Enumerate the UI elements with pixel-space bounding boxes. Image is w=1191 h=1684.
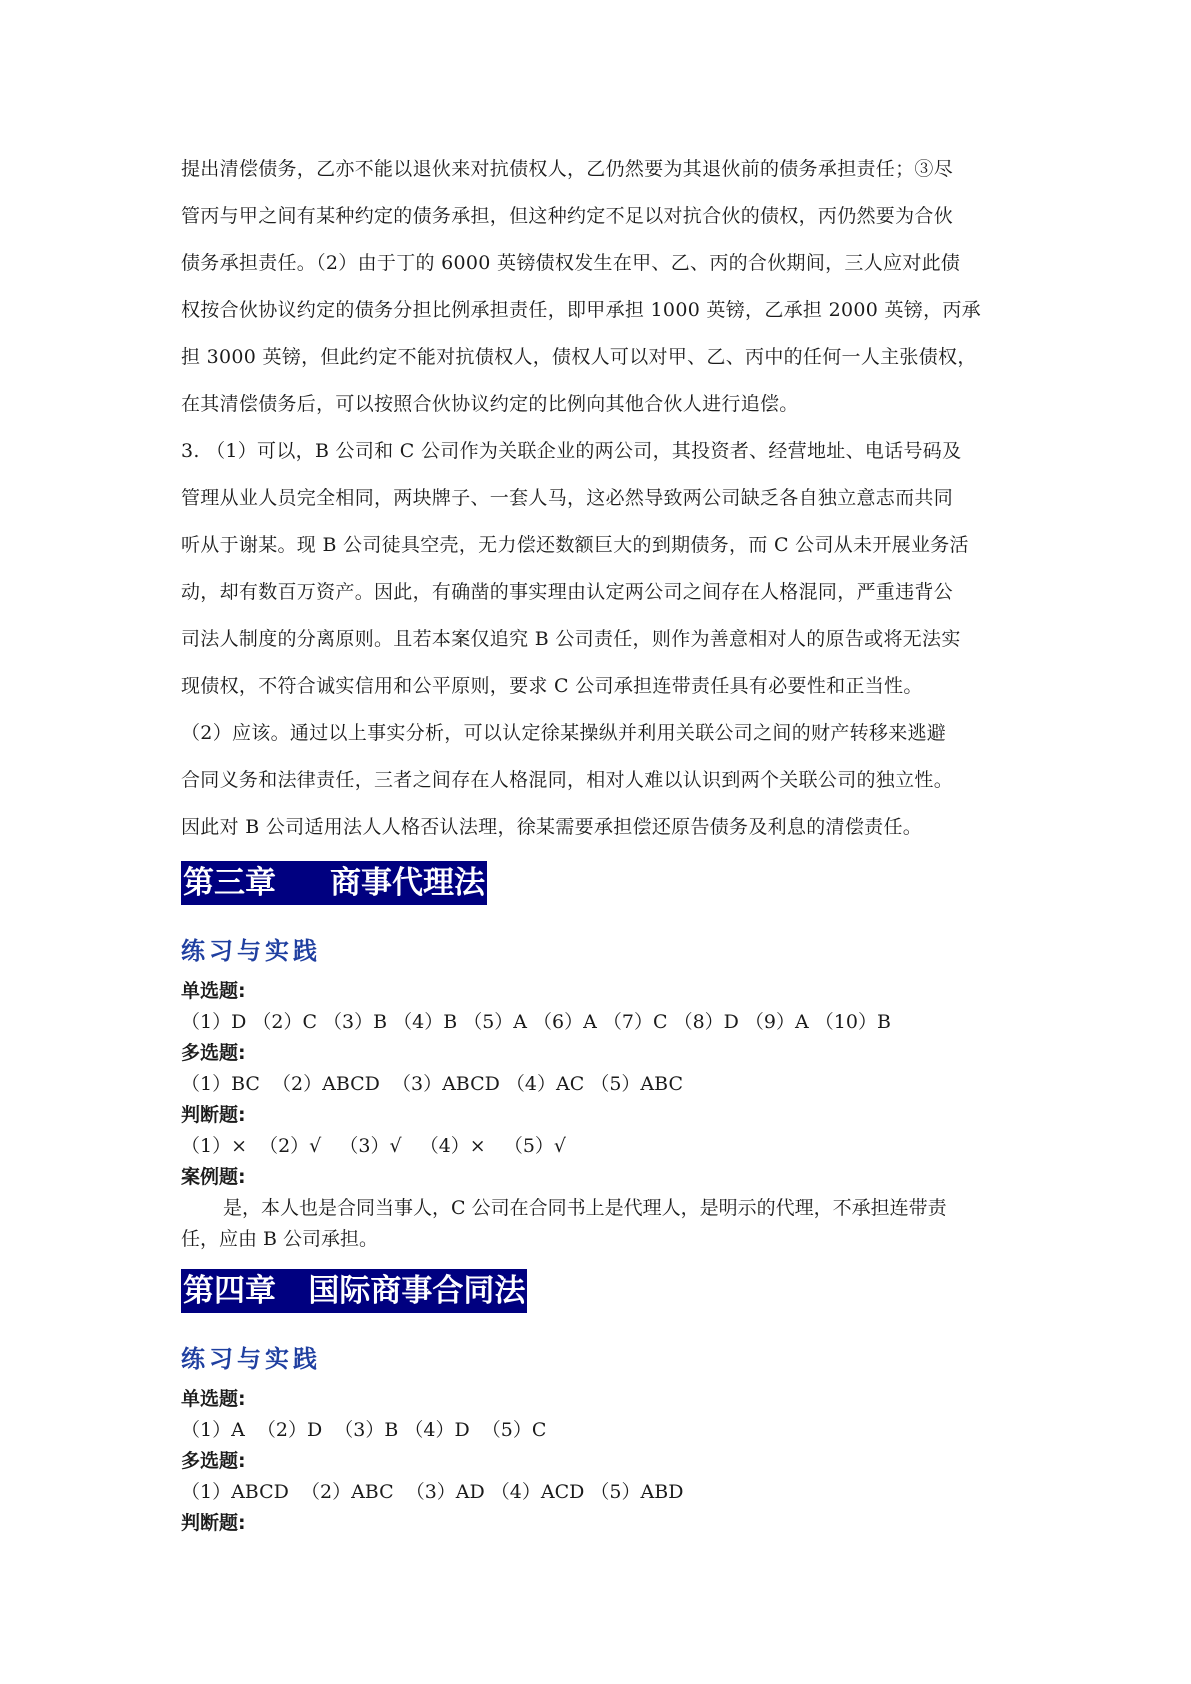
chapter3-section: [181, 861, 1016, 1255]
chapter4-single-choice-answers: （1）A （2）D （3）B （4）D （5）C: [181, 1419, 547, 1441]
chapter3-title: 第三章 商事代理法: [181, 861, 487, 905]
chapter4-section: [181, 1269, 1016, 1539]
text-line: 债务承担责任。（2）由于丁的 6000 英镑债权发生在甲、乙、丙的合伙期间，三人应对此债: [181, 252, 961, 274]
chapter3-single-choice-answers: （1）D （2）C （3）B （4）B （5）A （6）A （7）C （8）D （9）A （10）B: [181, 1011, 891, 1033]
chapter3-true-false-label: 判断题:: [181, 1104, 246, 1126]
text-line: 合同义务和法律责任，三者之间存在人格混同，相对人难以认识到两个关联公司的独立性。: [181, 769, 954, 791]
text-line: 担 3000 英镑，但此约定不能对抗债权人，债权人可以对甲、乙、丙中的任何一人主张债权，: [181, 346, 977, 368]
text-line: 提出清偿债务，乙亦不能以退伙来对抗债权人，乙仍然要为其退伙前的债务承担责任；③尽: [181, 158, 954, 180]
text-line: （2）应该。通过以上事实分析，可以认定徐某操纵并利用关联公司之间的财产转移来逃避: [181, 722, 947, 744]
text-line: 动，却有数百万资产。因此，有确凿的事实理由认定两公司之间存在人格混同，严重违背公: [181, 581, 954, 603]
q3-part1-paragraph: [181, 428, 1016, 710]
chapter3-multiple-choice-label: 多选题:: [181, 1042, 246, 1064]
chapter3-practice-heading: 练习与实践: [181, 936, 321, 965]
text-line: 是，本人也是合同当事人，C 公司在合同书上是代理人，是明示的代理，不承担连带责: [223, 1197, 947, 1219]
text-line: 权按合伙协议约定的债务分担比例承担责任，即甲承担 1000 英镑，乙承担 2000 英镑，丙承: [181, 299, 981, 321]
text-line: 因此对 B 公司适用法人人格否认法理，徐某需要承担偿还原告债务及利息的清偿责任。: [181, 816, 923, 838]
text-line: 听从于谢某。现 B 公司徒具空壳，无力偿还数额巨大的到期债务，而 C 公司从未开展业务活: [181, 534, 969, 556]
intro-paragraph: [181, 146, 1016, 428]
chapter4-multiple-choice-answers: （1）ABCD （2）ABC （3）AD （4）ACD （5）ABD: [181, 1481, 684, 1503]
chapter3-multiple-choice-answers: （1）BC （2）ABCD （3）ABCD （4）AC （5）ABC: [181, 1073, 683, 1095]
chapter4-title: 第四章 国际商事合同法: [181, 1269, 527, 1313]
q3-part2-paragraph: [181, 710, 1016, 851]
text-line: 管理从业人员完全相同，两块牌子、一套人马，这必然导致两公司缺乏各自独立意志而共同: [181, 487, 954, 509]
chapter3-case-answer: [181, 1193, 1016, 1255]
chapter3-true-false-answers: （1）× （2）√ （3）√ （4）× （5）√: [181, 1135, 567, 1157]
chapter3-case-label: 案例题:: [181, 1166, 246, 1188]
document-page: [181, 146, 1016, 1539]
text-line: 司法人制度的分离原则。且若本案仅追究 B 公司责任，则作为善意相对人的原告或将无法实: [181, 628, 961, 650]
text-line: 现债权，不符合诚实信用和公平原则，要求 C 公司承担连带责任具有必要性和正当性。: [181, 675, 923, 697]
text-line: 3. （1）可以，B 公司和 C 公司作为关联企业的两公司，其投资者、经营地址、电话号码及: [181, 440, 962, 462]
chapter4-practice-heading: 练习与实践: [181, 1344, 321, 1373]
chapter4-true-false-label: 判断题:: [181, 1512, 246, 1534]
chapter4-multiple-choice-label: 多选题:: [181, 1450, 246, 1472]
chapter4-single-choice-label: 单选题:: [181, 1388, 246, 1410]
chapter3-single-choice-label: 单选题:: [181, 980, 246, 1002]
text-line: 任，应由 B 公司承担。: [181, 1228, 379, 1250]
text-line: 在其清偿债务后，可以按照合伙协议约定的比例向其他合伙人进行追偿。: [181, 393, 799, 415]
text-line: 管丙与甲之间有某种约定的债务承担，但这种约定不足以对抗合伙的债权，丙仍然要为合伙: [181, 205, 954, 227]
